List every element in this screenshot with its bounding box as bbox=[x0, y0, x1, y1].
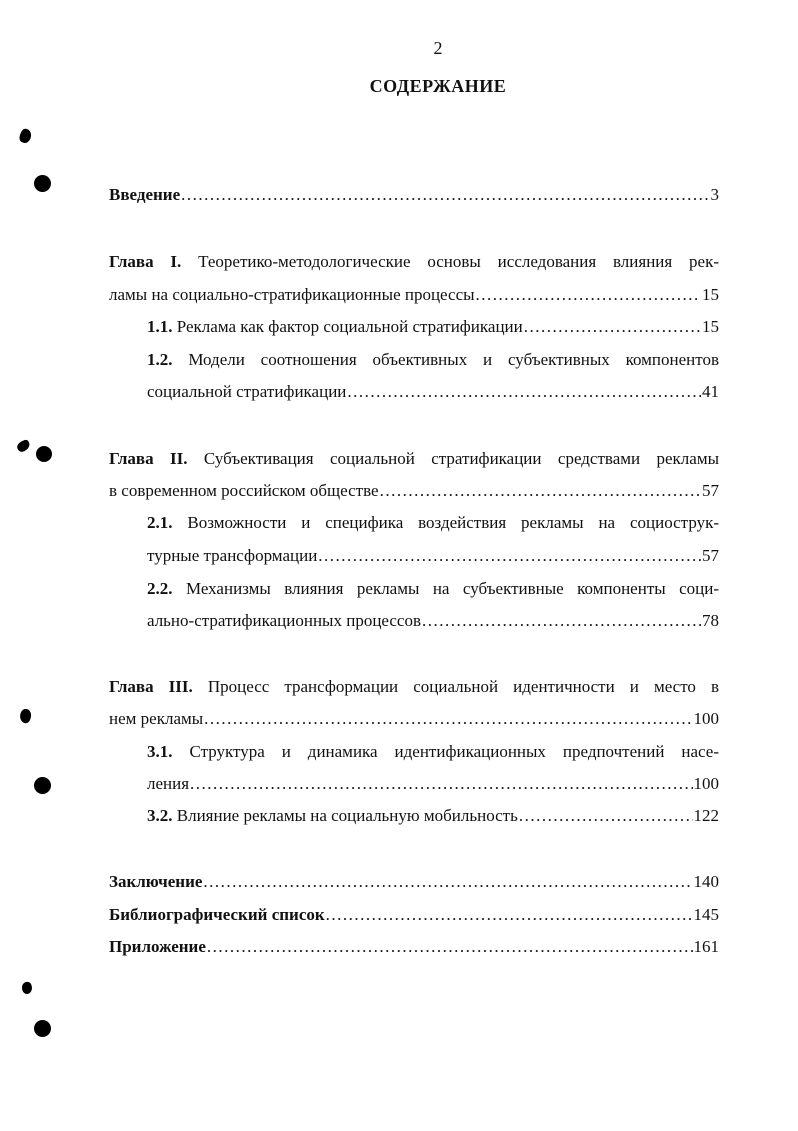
toc-chapter-1-label: Глава I. bbox=[109, 252, 182, 271]
toc-entry-appendix bbox=[109, 936, 719, 958]
scan-speck bbox=[15, 439, 31, 454]
toc-section-2-1-title-part2: турные трансформации bbox=[147, 546, 318, 565]
toc-section-3-1-title-part1: Структура и динамика идентификационных предпочтений насе- bbox=[189, 742, 719, 761]
scan-speck bbox=[18, 128, 33, 145]
toc-section-3-1-number: 3.1. bbox=[147, 742, 173, 761]
toc-section-2-1-line1 bbox=[147, 512, 719, 534]
toc-section-3-1-line2 bbox=[147, 773, 719, 795]
toc-chapter-3-label: Глава III. bbox=[109, 677, 193, 696]
toc-chapter-2-title-part2: в современном российском обществе bbox=[109, 481, 379, 500]
toc-section-2-2-title-part1: Механизмы влияния рекламы на субъективные компоненты соци- bbox=[185, 579, 719, 598]
binder-hole bbox=[34, 175, 51, 192]
toc-section-1-1-title: Реклама как фактор социальной стратификации bbox=[176, 317, 523, 336]
toc-section-3-2-page: 122 bbox=[693, 806, 719, 825]
toc-chapter-2-label: Глава II. bbox=[109, 449, 188, 468]
scan-speck bbox=[21, 981, 33, 995]
toc-chapter-1-line1 bbox=[109, 251, 719, 273]
toc-section-1-2-page: 41 bbox=[702, 382, 719, 401]
page-title: СОДЕРЖАНИЕ bbox=[369, 76, 507, 96]
toc-conclusion-label: Заключение bbox=[109, 872, 203, 891]
toc-chapter-2-page: 57 bbox=[702, 481, 719, 500]
toc-section-2-1-title-part1: Возможности и специфика воздействия рекламы на социострук- bbox=[187, 513, 719, 532]
toc-leader-dots bbox=[181, 184, 709, 206]
binder-hole bbox=[36, 446, 52, 462]
toc-section-1-2-line2 bbox=[147, 381, 719, 403]
toc-section-2-2-title-part2: ально-стратификационных процессов bbox=[147, 611, 422, 630]
toc-leader-dots bbox=[347, 381, 701, 403]
toc-chapter-3-line2 bbox=[109, 708, 719, 730]
toc-section-3-1-page: 100 bbox=[693, 774, 719, 793]
toc-chapter-1-page: 15 bbox=[702, 285, 719, 304]
toc-entry-bibliography bbox=[109, 904, 719, 926]
toc-section-2-2-number: 2.2. bbox=[147, 579, 173, 598]
toc-leader-dots bbox=[422, 610, 701, 632]
toc-leader-dots bbox=[190, 773, 692, 795]
toc-section-3-2-number: 3.2. bbox=[147, 806, 173, 825]
toc-chapter-1-title-part2: ламы на социально-стратификационные процессы bbox=[109, 285, 475, 304]
toc-leader-dots bbox=[524, 316, 701, 338]
toc-leader-dots bbox=[326, 904, 693, 926]
toc-section-2-1-number: 2.1. bbox=[147, 513, 173, 532]
toc-chapter-1-line2 bbox=[109, 284, 719, 306]
toc-leader-dots bbox=[380, 480, 701, 502]
toc-leader-dots bbox=[318, 545, 701, 567]
toc-leader-dots bbox=[207, 936, 693, 958]
toc-chapter-3-page: 100 bbox=[693, 709, 719, 728]
toc-leader-dots bbox=[476, 284, 701, 306]
toc-leader-dots bbox=[519, 805, 693, 827]
toc-section-1-1-page: 15 bbox=[702, 317, 719, 336]
toc-intro-label: Введение bbox=[109, 185, 181, 204]
toc-chapter-2-title-part1: Субъективация социальной стратификации средствами рекламы bbox=[203, 449, 719, 468]
toc-section-2-2-line2 bbox=[147, 610, 719, 632]
toc-section-2-1-page: 57 bbox=[702, 546, 719, 565]
toc-section-1-2-line1 bbox=[147, 349, 719, 371]
toc-chapter-3-title-part1: Процесс трансформации социальной идентичности и место в bbox=[207, 677, 719, 696]
toc-chapter-2-line1 bbox=[109, 448, 719, 470]
toc-section-3-2 bbox=[147, 805, 719, 827]
toc-bibliography-label: Библиографический список bbox=[109, 905, 325, 924]
toc-section-3-1-title-part2: ления bbox=[147, 774, 190, 793]
toc-section-1-2-title-part1: Модели соотношения объективных и субъективных компонентов bbox=[188, 350, 719, 369]
toc-intro-page: 3 bbox=[710, 185, 719, 204]
toc-section-2-2-page: 78 bbox=[702, 611, 719, 630]
toc-leader-dots bbox=[203, 871, 692, 893]
toc-section-1-2-number: 1.2. bbox=[147, 350, 173, 369]
toc-entry-intro bbox=[109, 184, 719, 206]
toc-section-1-2-title-part2: социальной стратификации bbox=[147, 382, 347, 401]
binder-hole bbox=[34, 1020, 51, 1037]
scan-speck bbox=[18, 708, 32, 724]
toc-leader-dots bbox=[204, 708, 692, 730]
page-number: 2 bbox=[433, 38, 443, 58]
toc-appendix-page: 161 bbox=[693, 937, 719, 956]
toc-section-3-2-title: Влияние рекламы на социальную мобильность bbox=[176, 806, 518, 825]
toc-section-2-1-line2 bbox=[147, 545, 719, 567]
toc-section-3-1-line1 bbox=[147, 741, 719, 763]
toc-appendix-label: Приложение bbox=[109, 937, 206, 956]
binder-hole bbox=[34, 777, 51, 794]
toc-section-1-1 bbox=[147, 316, 719, 338]
toc-section-1-1-number: 1.1. bbox=[147, 317, 173, 336]
toc-section-2-2-line1 bbox=[147, 578, 719, 600]
toc-chapter-2-line2 bbox=[109, 480, 719, 502]
toc-entry-conclusion bbox=[109, 871, 719, 893]
toc-chapter-1-title-part1: Теоретико-методологические основы исследования влияния рек- bbox=[198, 252, 719, 271]
toc-conclusion-page: 140 bbox=[693, 872, 719, 891]
toc-bibliography-page: 145 bbox=[693, 905, 719, 924]
toc-chapter-3-line1 bbox=[109, 676, 719, 698]
toc-chapter-3-title-part2: нем рекламы bbox=[109, 709, 204, 728]
